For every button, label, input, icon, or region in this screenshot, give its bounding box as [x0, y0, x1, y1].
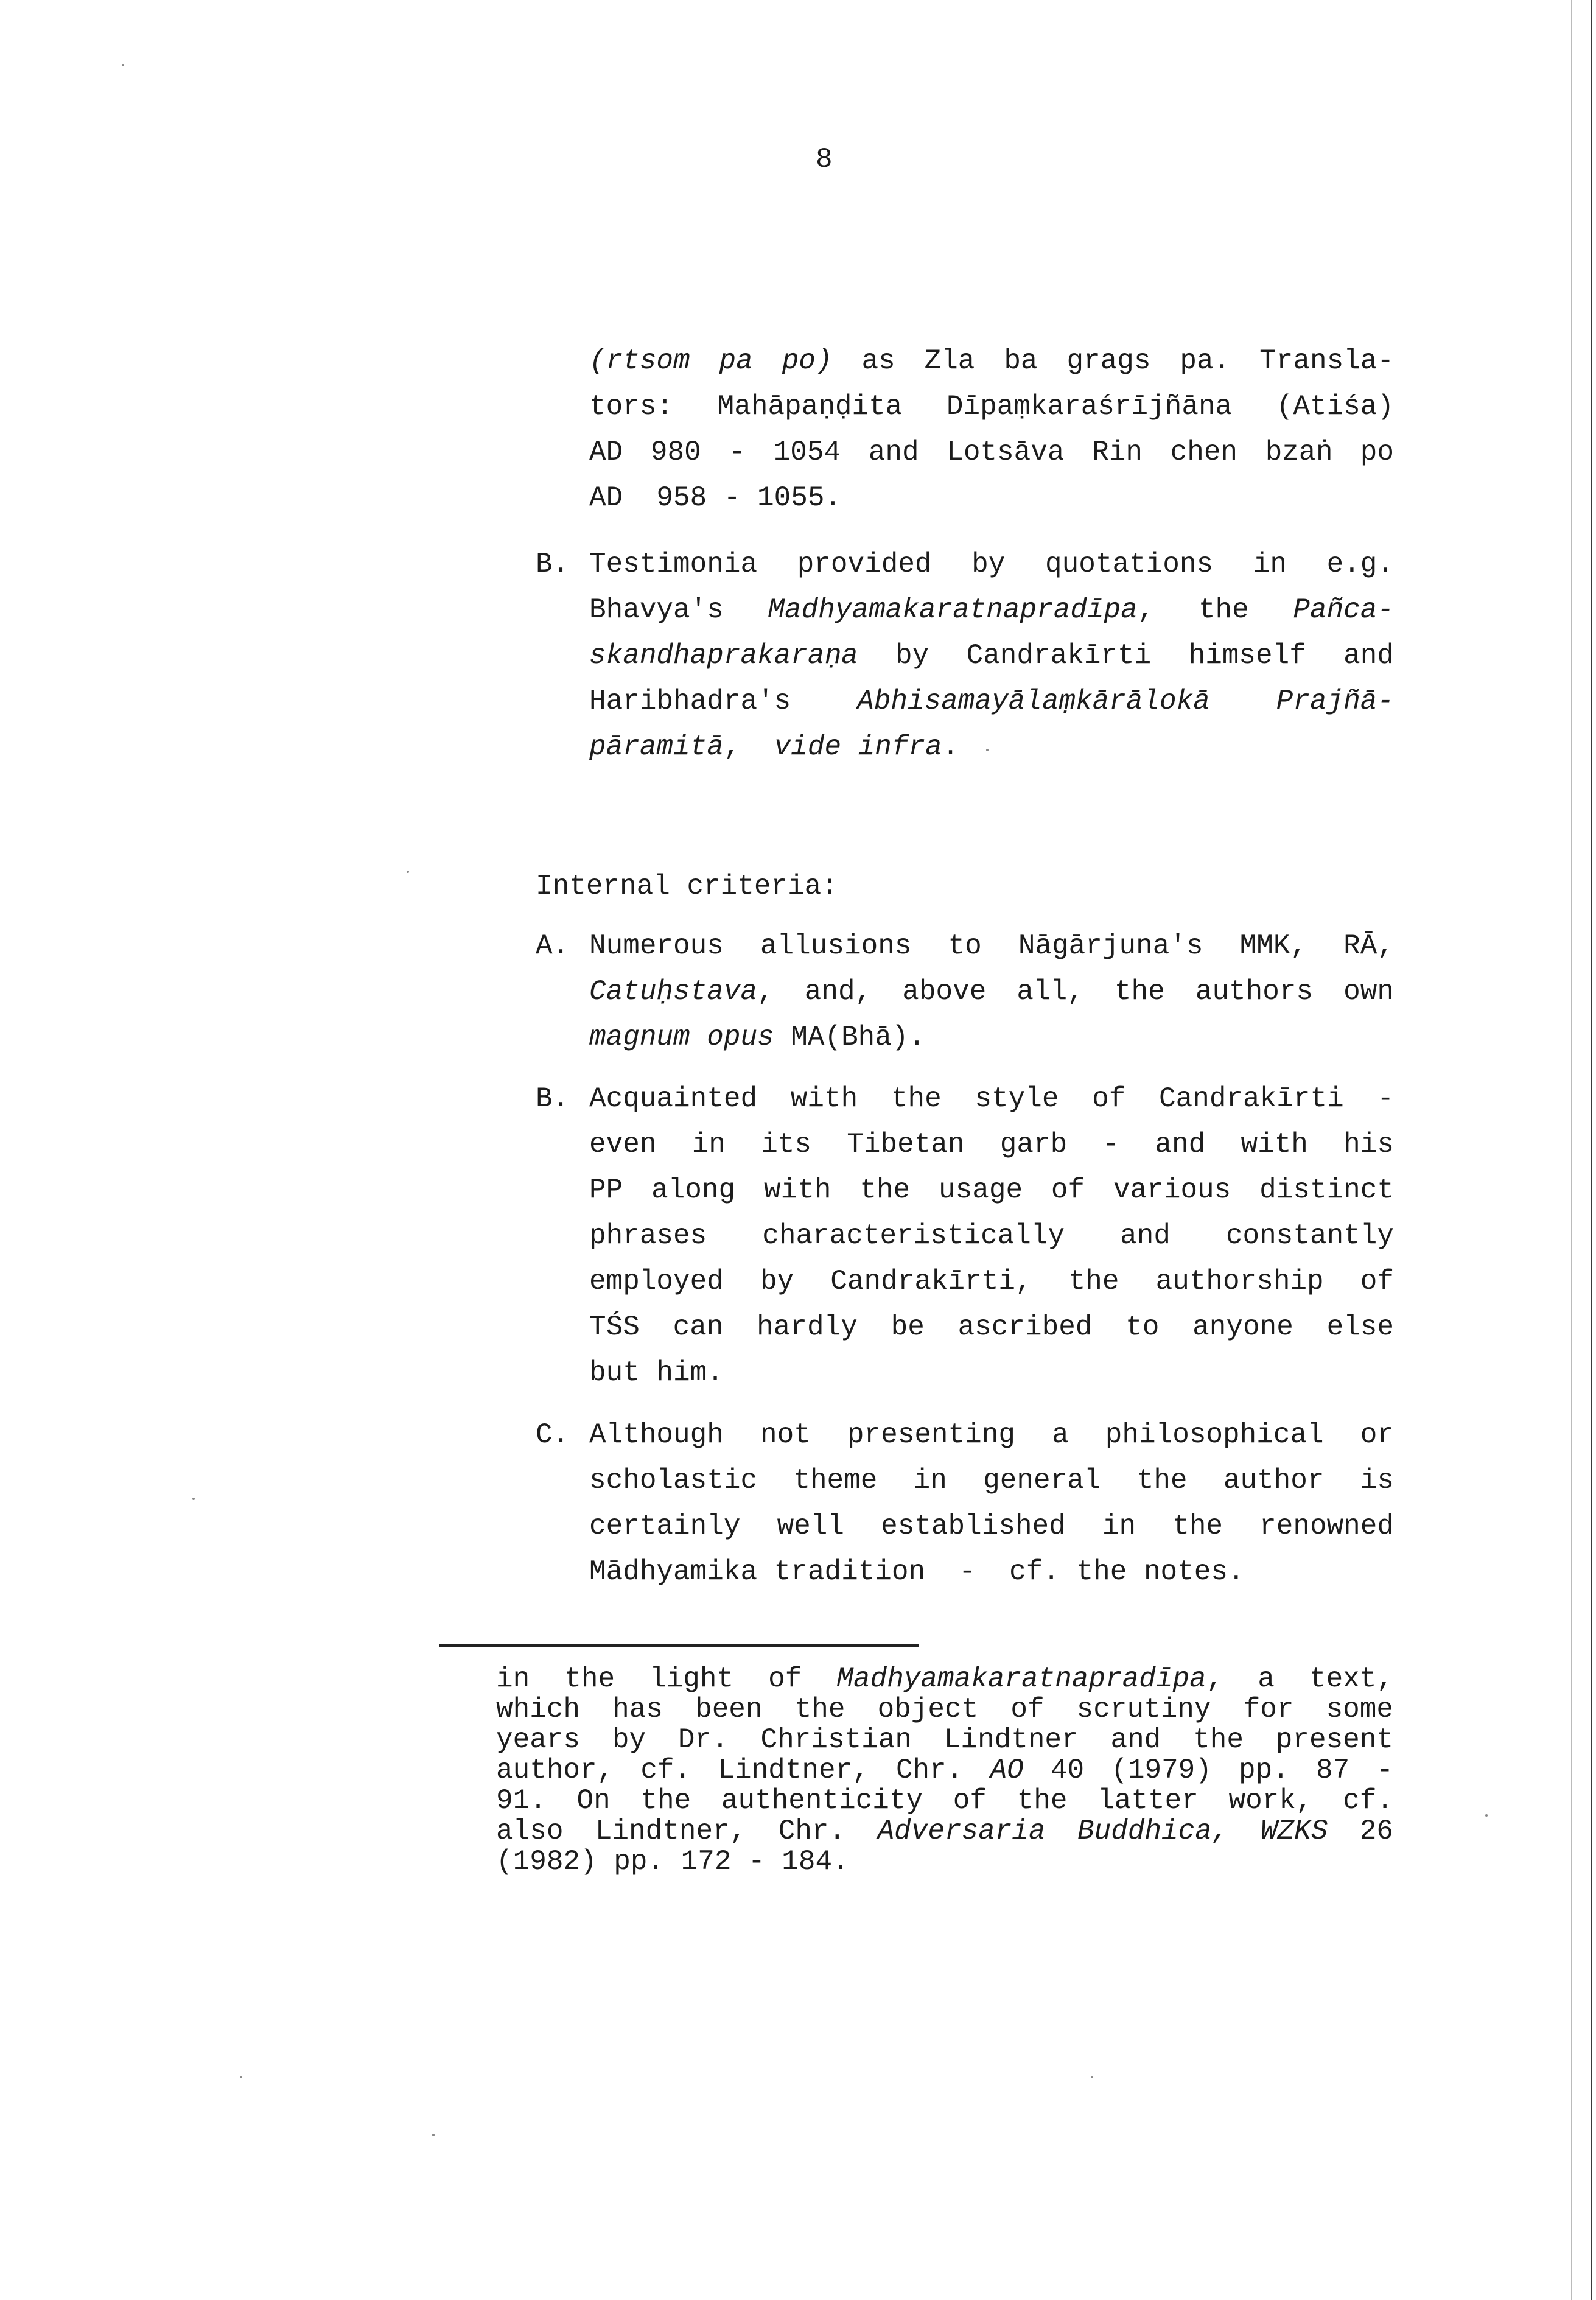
text-line: AD 958 - 1055. — [589, 482, 842, 514]
text-line: Testimonia provided by quotations in e.g. — [589, 549, 1394, 580]
section-heading-internal-criteria: Internal criteria: — [536, 871, 838, 902]
text-italic: skandhaprakaraṇa — [589, 640, 858, 671]
text-line: Although not presenting a philosophical or — [589, 1419, 1394, 1451]
scan-speck — [986, 749, 989, 751]
text-line: (1982) pp. 172 - 184. — [496, 1846, 849, 1878]
text-italic: Pañca- — [1293, 594, 1394, 626]
text-line: certainly well established in the renowned — [589, 1510, 1394, 1542]
text-italic: (rtsom pa po) — [589, 345, 833, 377]
text-run: in the light of — [496, 1663, 837, 1695]
text-italic: AO — [990, 1755, 1024, 1786]
text-line: scholastic theme in general the author is — [589, 1465, 1394, 1496]
list-item-internal-b — [589, 1076, 1394, 1396]
text-run — [1229, 1815, 1261, 1847]
text-line: Acquainted with the style of Candrakīrti - — [589, 1083, 1394, 1115]
text-run: MA(Bhā). — [774, 1022, 926, 1053]
text-line — [589, 1015, 1394, 1061]
text-line: even in its Tibetan garb - and with his — [589, 1129, 1394, 1160]
text-line: years by Dr. Christian Lindtner and the present — [496, 1724, 1393, 1756]
text-run: as Zla ba grags pa. Transla- — [832, 345, 1395, 377]
scan-speck — [432, 2134, 435, 2136]
text-line — [496, 1816, 1393, 1846]
text-italic: Madhyamakaratnapradīpa — [836, 1663, 1206, 1695]
text-run: . — [942, 731, 959, 763]
scan-speck — [240, 2076, 242, 2078]
text-line: but him. — [589, 1357, 724, 1389]
footnote — [496, 1664, 1393, 1877]
list-label: C. — [536, 1419, 570, 1451]
text-line: TŚS can hardly be ascribed to anyone else — [589, 1311, 1394, 1343]
continuation-paragraph — [589, 338, 1394, 521]
text-run: , and, above all, the authors own — [757, 976, 1394, 1008]
scan-speck — [1091, 2076, 1093, 2078]
text-line — [589, 587, 1394, 633]
text-italic: Madhyamakaratnapradīpa — [768, 594, 1138, 626]
text-run: 26 — [1328, 1815, 1393, 1847]
list-item-internal-a — [589, 924, 1394, 1061]
text-line: PP along with the usage of various distinct — [589, 1174, 1394, 1206]
text-run: 40 (1979) pp. 87 - — [1023, 1755, 1393, 1786]
page-edge-line — [1591, 0, 1592, 2300]
text-italic: WZKS — [1260, 1815, 1328, 1847]
text-run: by Candrakīrti himself and — [858, 640, 1394, 671]
text-line: tors: Mahāpaṇḍita Dīpaṃkaraśrījñāna (Atiśa) — [589, 391, 1394, 422]
list-label: B. — [536, 1083, 570, 1115]
text-line: 91. On the authenticity of the latter work, cf. — [496, 1785, 1393, 1817]
text-line — [589, 969, 1394, 1015]
text-run: author, cf. Lindtner, Chr. — [496, 1755, 990, 1786]
scan-speck — [192, 1498, 195, 1500]
text-italic: pāramitā — [589, 731, 724, 763]
text-run: also Lindtner, Chr. — [496, 1815, 878, 1847]
text-run: Haribhadra's — [589, 685, 858, 717]
text-line: which has been the object of scrutiny for some — [496, 1694, 1393, 1725]
scan-speck — [122, 64, 124, 66]
text-italic: Adversaria Buddhica, — [877, 1815, 1229, 1847]
text-line — [589, 338, 1394, 384]
list-label: B. — [536, 549, 570, 580]
text-run: , the — [1137, 594, 1293, 626]
text-line — [496, 1664, 1393, 1694]
text-run: , — [723, 731, 774, 763]
text-line — [589, 633, 1394, 679]
text-line: Mādhyamika tradition - cf. the notes. — [589, 1556, 1245, 1588]
text-line: phrases characteristically and constantly — [589, 1220, 1394, 1252]
text-line: employed by Candrakīrti, the authorship of — [589, 1266, 1394, 1297]
page-edge-shadow — [1571, 0, 1572, 2300]
list-label: A. — [536, 930, 570, 962]
text-line — [589, 679, 1394, 724]
text-run: , a text, — [1206, 1663, 1393, 1695]
text-italic: vide infra — [774, 731, 942, 763]
text-line: AD 980 - 1054 and Lotsāva Rin chen bzaṅ po — [589, 437, 1394, 468]
scan-speck — [407, 871, 409, 873]
text-run: Bhavya's — [589, 594, 768, 626]
footnote-rule — [439, 1644, 919, 1647]
list-item-internal-c — [589, 1412, 1394, 1595]
text-line — [589, 724, 1394, 770]
text-line: Numerous allusions to Nāgārjuna's MMK, RĀ, — [589, 930, 1394, 962]
text-line — [496, 1755, 1393, 1786]
text-italic: magnum opus — [589, 1022, 774, 1053]
list-item-external-b — [589, 542, 1394, 770]
text-italic: Abhisamayālaṃkārālokā Prajñā- — [857, 685, 1395, 717]
text-italic: Catuḥstava — [589, 976, 758, 1008]
scan-speck — [1485, 1814, 1488, 1817]
page-number: 8 — [816, 144, 833, 175]
